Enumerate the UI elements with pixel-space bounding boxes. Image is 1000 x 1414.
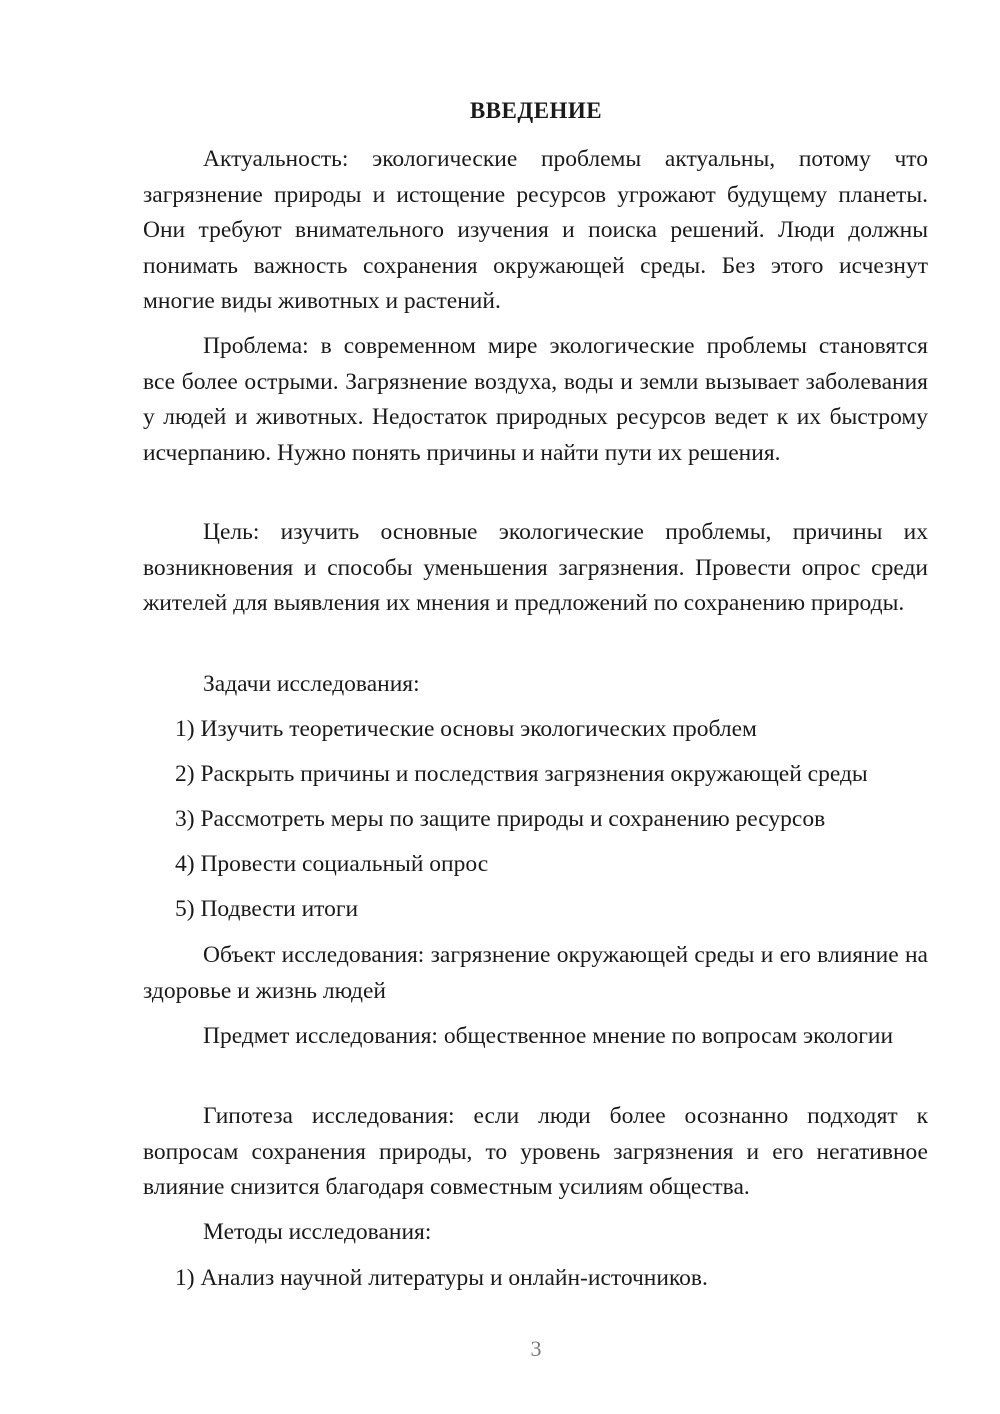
problem-paragraph: Проблема: в современном мире экологические проблемы становятся все более острыми. Загрязнение воздуха, воды и земли вызывает заболевания у людей и животных. Недостаток природных ресурсов ведет к их быстрому исчерпанию. Нужно понять причины и найти пути их решения. bbox=[143, 333, 928, 466]
object-block bbox=[143, 938, 928, 1009]
problem-block bbox=[143, 329, 928, 471]
hypothesis-block bbox=[143, 1099, 928, 1206]
task-item: 3) Рассмотреть меры по защите природы и сохранению ресурсов bbox=[175, 806, 826, 832]
tasks-item-0-block bbox=[143, 712, 928, 748]
tasks-item-1-block bbox=[143, 757, 928, 793]
task-item: 5) Подвести итоги bbox=[175, 896, 359, 922]
subject-paragraph: Предмет исследования: общественное мнение по вопросам экологии bbox=[203, 1023, 894, 1049]
object-paragraph: Объект исследования: загрязнение окружающей среды и его влияние на здоровье и жизнь людей bbox=[143, 942, 928, 1004]
tasks-title-block bbox=[143, 667, 928, 703]
tasks-title: Задачи исследования: bbox=[203, 671, 420, 697]
relevance-block bbox=[143, 142, 928, 320]
methods-item-0-block bbox=[143, 1261, 928, 1297]
goal-paragraph: Цель: изучить основные экологические проблемы, причины их возникновения и способы уменьшения загрязнения. Провести опрос среди жителей для выявления их мнения и предложений по сохранению природы. bbox=[143, 519, 928, 616]
hypothesis-paragraph: Гипотеза исследования: если люди более осознанно подходят к вопросам сохранения природы, то уровень загрязнения и его негативное влияние снизится благодаря совместным усилиям общества. bbox=[143, 1103, 928, 1200]
methods-title-block bbox=[143, 1215, 928, 1251]
tasks-item-2-block bbox=[143, 802, 928, 838]
page-number: 3 bbox=[530, 1336, 542, 1361]
subject-block bbox=[143, 1019, 928, 1055]
task-item: 1) Изучить теоретические основы экологических проблем bbox=[175, 716, 757, 742]
section-heading: ВВЕДЕНИЕ bbox=[469, 98, 603, 123]
tasks-item-3-block bbox=[143, 847, 928, 883]
method-item: 1) Анализ научной литературы и онлайн-источников. bbox=[175, 1265, 708, 1291]
task-item: 2) Раскрыть причины и последствия загрязнения окружающей среды bbox=[175, 761, 868, 787]
relevance-paragraph: Актуальность: экологические проблемы актуальны, потому что загрязнение природы и истощение ресурсов угрожают будущему планеты. Они требуют внимательного изучения и поиска решений. Люди должны понимать важность сохранения окружающей среды. Без этого исчезнут многие виды животных и растений. bbox=[143, 146, 928, 314]
goal-block bbox=[143, 515, 928, 622]
tasks-item-4-block bbox=[143, 892, 928, 928]
methods-title: Методы исследования: bbox=[203, 1219, 432, 1245]
task-item: 4) Провести социальный опрос bbox=[175, 851, 489, 877]
